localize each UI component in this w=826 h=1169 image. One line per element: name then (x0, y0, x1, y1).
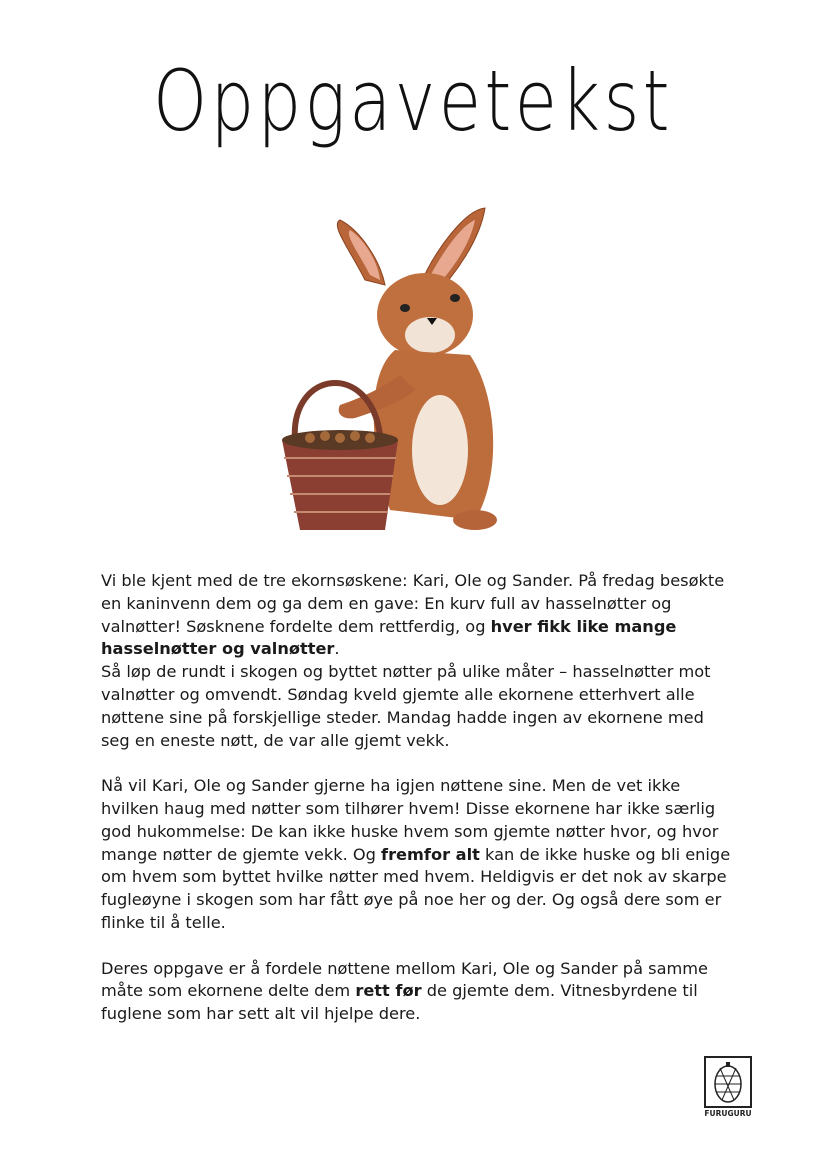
paragraph-1-line-2: Så løp de rundt i skogen og byttet nøtter på ulike måter – hasselnøtter mot valnøtter og omvendt. Søndag kveld gjemte alle ekornene etterhvert alle nøttene sine på forskjellige steder. Mandag hadde ingen av ekornene med seg en eneste nøtt, de var alle gjemt vekk. (101, 662, 711, 750)
paragraph-1-part-1: Vi ble kjent med de tre ekornsøskene: Kari, Ole og Sander. På fredag besøkte en kaninvenn dem og ga dem en gave: En kurv full av hasselnøtter og valnøtter! Søsknene fordelte dem rettferdig, og (101, 571, 725, 636)
paragraph-2-bold: fremfor alt (381, 844, 480, 864)
paragraph-1-part-2: . (334, 639, 340, 659)
paragraph-1-bold: hver fikk like mange hasselnøtter og valnøtter (101, 616, 677, 659)
paragraph-3-part-2: de gjemte dem. Vitnesbyrdene til fuglene som har sett alt vil hjelpe dere. (101, 981, 698, 1024)
paragraph-3 (101, 958, 731, 1026)
paragraph-1 (101, 570, 731, 752)
paragraph-2 (101, 775, 731, 935)
paragraph-3-part-1: Deres oppgave er å fordele nøttene mellom Kari, Ole og Sander på samme måte som ekornene delte dem (101, 958, 708, 1001)
rabbit-with-basket-illustration (270, 200, 510, 550)
paragraph-3-bold: rett før (355, 981, 422, 1001)
logo-text: FURUGURU (704, 1109, 752, 1118)
page-title: Oppgavetekst (153, 52, 673, 150)
furuguru-logo (704, 1056, 752, 1118)
paragraph-2-part-1: Nå vil Kari, Ole og Sander gjerne ha igjen nøttene sine. Men de vet ikke hvilken haug med nøtter som tilhører hvem! Disse ekornene har ikke særlig god hukommelse: De kan ikke huske hvem som gjemte nøtter hvor, og hvor mange nøtter de gjemte vekk. Og (101, 776, 719, 864)
paragraph-2-part-2: kan de ikke huske og bli enige om hvem som byttet hvilke nøtter med hvem. Heldigvis er det nok av skarpe fugleøyne i skogen som har fått øye på noe her og der. Og også dere som er flinke til å telle. (101, 844, 731, 932)
task-text (101, 570, 731, 1049)
